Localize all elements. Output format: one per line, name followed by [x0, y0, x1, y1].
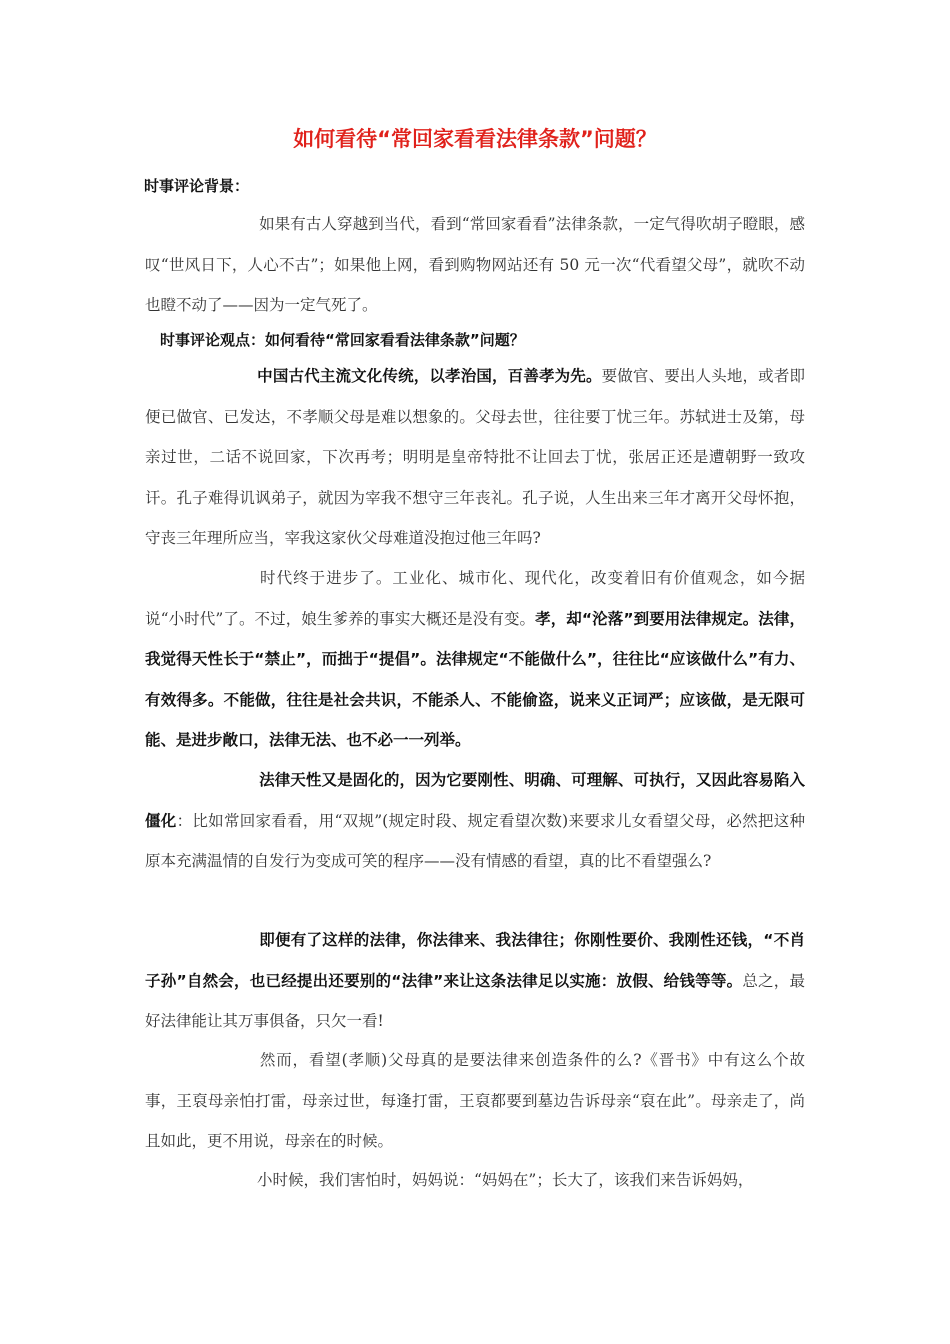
document-title: 如何看待“常回家看看法律条款”问题？ — [293, 127, 657, 151]
background-paragraph — [145, 204, 805, 326]
paragraph-rigidity-text: ：比如常回家看看，用“双规”(规定时段、规定看望次数)来要求儿女看望父母，必然把这种原本充满温情的自发行为变成可笑的程序——没有情感的看望，真的比不看望强么? — [145, 811, 805, 870]
paragraph-tradition-bold: 中国古代主流文化传统，以孝治国，百善孝为先。 — [257, 367, 602, 385]
paragraph-rigidity — [145, 760, 805, 882]
paragraph-progress — [145, 558, 805, 761]
background-text: 如果有古人穿越到当代，看到“常回家看看”法律条款，一定气得吹胡子瞪眼，感叹“世风日下，人心不古”；如果他上网，看到购物网站还有 50 元一次“代看望父母”，就吹不动也瞪不动了——因为一定气死了。 — [145, 215, 805, 314]
paragraph-jinshu-story-text: 然而，看望(孝顺)父母真的是要法律来创造条件的么?《晋书》中有这么个故事，王裒母亲怕打雷，母亲过世，每逢打雷，王裒都要到墓边告诉母亲“裒在此”。母亲走了，尚且如此，更不用说，母亲在的时候。 — [145, 1051, 805, 1150]
paragraph-progress-bold: 孝，却“沦落”到要用法律规定。法律，我觉得天性长于“禁止”，而拙于“提倡”。法律规定“不能做什么”，往往比“应该做什么”有力、有效得多。不能做，往往是社会共识，不能杀人、不能偷盗，说来义正词严；应该做，是无限可能、是进步敞口，法律无法、也不必一一列举。 — [145, 609, 805, 749]
paragraph-childhood — [145, 1160, 805, 1201]
paragraph-law-exchange — [145, 920, 805, 1042]
background-heading: 时事评论背景： — [144, 177, 250, 195]
paragraph-rigidity-bold: 法律天性又是固化的，因为它要刚性、明确、可理解、可执行，又因此容易陷入僵化 — [145, 771, 805, 830]
paragraph-tradition — [145, 356, 805, 559]
paragraph-law-exchange-bold: 即便有了这样的法律，你法律来、我法律往；你刚性要价、我刚性还钱，“不肖子孙”自然会，也已经提出还要别的“法律”来让这条法律足以实施：放假、给钱等等。 — [145, 931, 805, 990]
paragraph-progress-text: 时代终于进步了。工业化、城市化、现代化，改变着旧有价值观念，如今据说“小时代”了。不过，娘生爹养的事实大概还是没有变。 — [145, 569, 805, 628]
paragraph-tradition-text: 要做官、要出人头地，或者即便已做官、已发达，不孝顺父母是难以想象的。父母去世，往往要丁忧三年。苏轼进士及第，母亲过世，二话不说回家，下次再考；明明是皇帝特批不让回去丁忧，张居正还是遭朝野一致攻讦。孔子难得讥讽弟子，就因为宰我不想守三年丧礼。孔子说，人生出来三年才离开父母怀抱，守丧三年理所应当，宰我这家伙父母难道没抱过他三年吗? — [145, 367, 805, 547]
paragraph-jinshu-story — [145, 1040, 805, 1162]
paragraph-law-exchange-text: 总之，最好法律能让其万事俱备，只欠一看! — [145, 971, 805, 1030]
viewpoint-heading: 时事评论观点：如何看待“常回家看看法律条款”问题？ — [160, 331, 525, 349]
paragraph-childhood-text: 小时候，我们害怕时，妈妈说：“妈妈在”；长大了，该我们来告诉妈妈， — [257, 1171, 754, 1189]
